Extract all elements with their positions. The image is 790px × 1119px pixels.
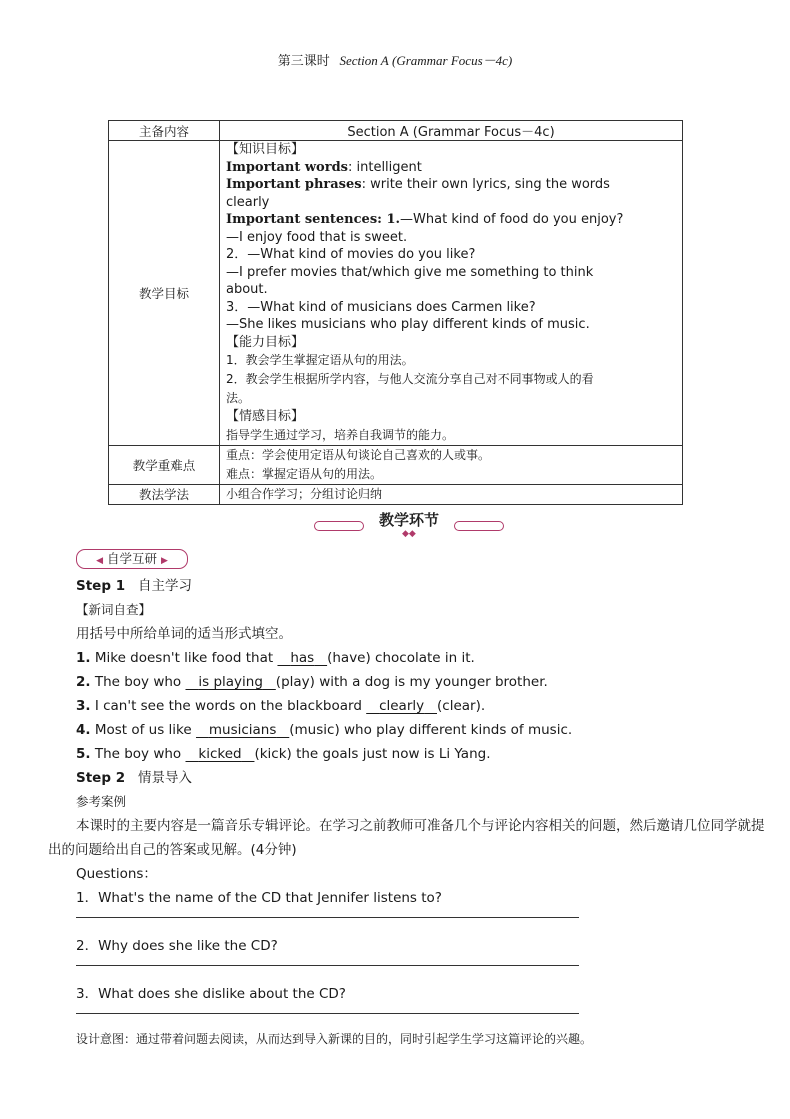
question-2: 2．Why does she like the CD?: [76, 938, 278, 954]
key-point: 重点：学会使用定语从句谈论自己喜欢的人或事。: [226, 447, 491, 462]
goals-cell: [220, 141, 683, 446]
list-item: 3. I can't see the words on the blackboard clearly (clear).: [76, 698, 486, 714]
banner-right-bar: [454, 521, 504, 531]
words-line: Important words: intelligent: [226, 159, 422, 175]
step-1-instruction: 用括号中所给单词的适当形式填空。: [76, 626, 292, 642]
page-title: [0, 50, 790, 69]
question-3: 3．What does she dislike about the CD?: [76, 986, 346, 1002]
ability-item-2: 2．教会学生根据所学内容，与他人交流分享自己对不同事物或人的看: [226, 372, 594, 386]
goals-label: 教学目标: [109, 141, 220, 446]
answer-line[interactable]: [76, 965, 579, 966]
lesson-plan-table: [108, 120, 683, 505]
answer-blank[interactable]: is playing: [198, 674, 263, 690]
sentence-2-answer: —I prefer movies that/which give me something to think: [226, 264, 594, 280]
ability-item-1: 1．教会学生掌握定语从句的用法。: [226, 353, 414, 367]
sentences-line: Important sentences: 1.—What kind of food do you enjoy?: [226, 212, 624, 227]
answer-line[interactable]: [76, 1013, 579, 1014]
section-banner: [314, 509, 504, 543]
questions-label: Questions：: [76, 866, 157, 882]
sentence-2-question: 2．—What kind of movies do you like?: [226, 247, 476, 262]
lesson-number: 第三课时: [277, 53, 330, 68]
step-1-heading: Step 1 自主学习: [76, 578, 192, 594]
difficult-point: 难点：掌握定语从句的用法。: [226, 466, 383, 481]
table-row: [109, 141, 683, 446]
banner-left-bar: [314, 521, 364, 531]
knowledge-title: 【知识目标】: [226, 142, 305, 157]
key-label: 教学重难点: [109, 445, 220, 484]
diamond-ornament-icon: ◆◆: [402, 529, 416, 539]
question-1: 1．What's the name of the CD that Jennifer listens to?: [76, 890, 442, 906]
list-item: 5. The boy who kicked (kick) the goals just now is Li Yang.: [76, 746, 491, 762]
table-row: [109, 445, 683, 484]
arrow-right-icon: ▶: [160, 556, 168, 566]
self-study-tag: ◀ 自学互研 ▶: [76, 549, 188, 569]
method-value: 小组合作学习；分组讨论归纳: [220, 484, 683, 504]
section-range: (Grammar Focus－4c): [392, 53, 513, 68]
list-item: 4. Most of us like musicians (music) who play different kinds of music.: [76, 722, 573, 738]
step-2-heading: Step 2 情景导入: [76, 770, 192, 786]
phrases-line-2: clearly: [226, 194, 270, 210]
answer-blank[interactable]: musicians: [208, 722, 277, 738]
section-name: Section A: [339, 53, 389, 68]
phrases-line: Important phrases: write their own lyrics, sing the words: [226, 177, 610, 192]
content-body: [48, 574, 776, 1030]
sentence-2-answer-cont: about.: [226, 282, 268, 297]
table-row: [109, 484, 683, 504]
sentence-3-answer: —She likes musicians who play different kinds of music.: [226, 317, 590, 332]
head-value: Section A (Grammar Focus－4c): [220, 121, 683, 141]
answer-line[interactable]: [76, 917, 579, 918]
table-row: [109, 121, 683, 141]
design-intent-note: 设计意图：通过带着问题去阅读，从而达到导入新课的目的，同时引起学生学习这篇评论的兴趣。: [76, 1032, 593, 1046]
answer-blank[interactable]: has: [290, 650, 315, 666]
step-2-paragraph: 本课时的主要内容是一篇音乐专辑评论。在学习之前教师可准备几个与评论内容相关的问题，然后邀请几位同学就提出的问题给出自己的答案或见解。(4分钟): [48, 818, 765, 858]
arrow-left-icon: ◀: [96, 556, 103, 566]
ability-title: 【能力目标】: [226, 334, 305, 350]
key-cell: [220, 445, 683, 484]
head-label: 主备内容: [109, 121, 220, 141]
list-item: 2. The boy who is playing (play) with a dog is my younger brother.: [76, 674, 548, 690]
step-1-sub: 【新词自查】: [76, 602, 152, 617]
answer-blank[interactable]: kicked: [198, 746, 242, 762]
step-2-sub: 参考案例: [76, 794, 127, 809]
method-label: 教法学法: [109, 484, 220, 504]
answer-blank[interactable]: clearly: [379, 698, 425, 714]
sentence-3-question: 3．—What kind of musicians does Carmen like?: [226, 299, 536, 315]
banner-title: 教学环节: [378, 511, 439, 529]
ability-item-2-cont: 法。: [226, 391, 251, 405]
emotion-title: 【情感目标】: [226, 409, 305, 424]
sentence-1-answer: —I enjoy food that is sweet.: [226, 229, 408, 245]
list-item: 1. Mike doesn't like food that has (have) chocolate in it.: [76, 650, 475, 666]
emotion-item-1: 指导学生通过学习，培养自我调节的能力。: [226, 427, 455, 442]
